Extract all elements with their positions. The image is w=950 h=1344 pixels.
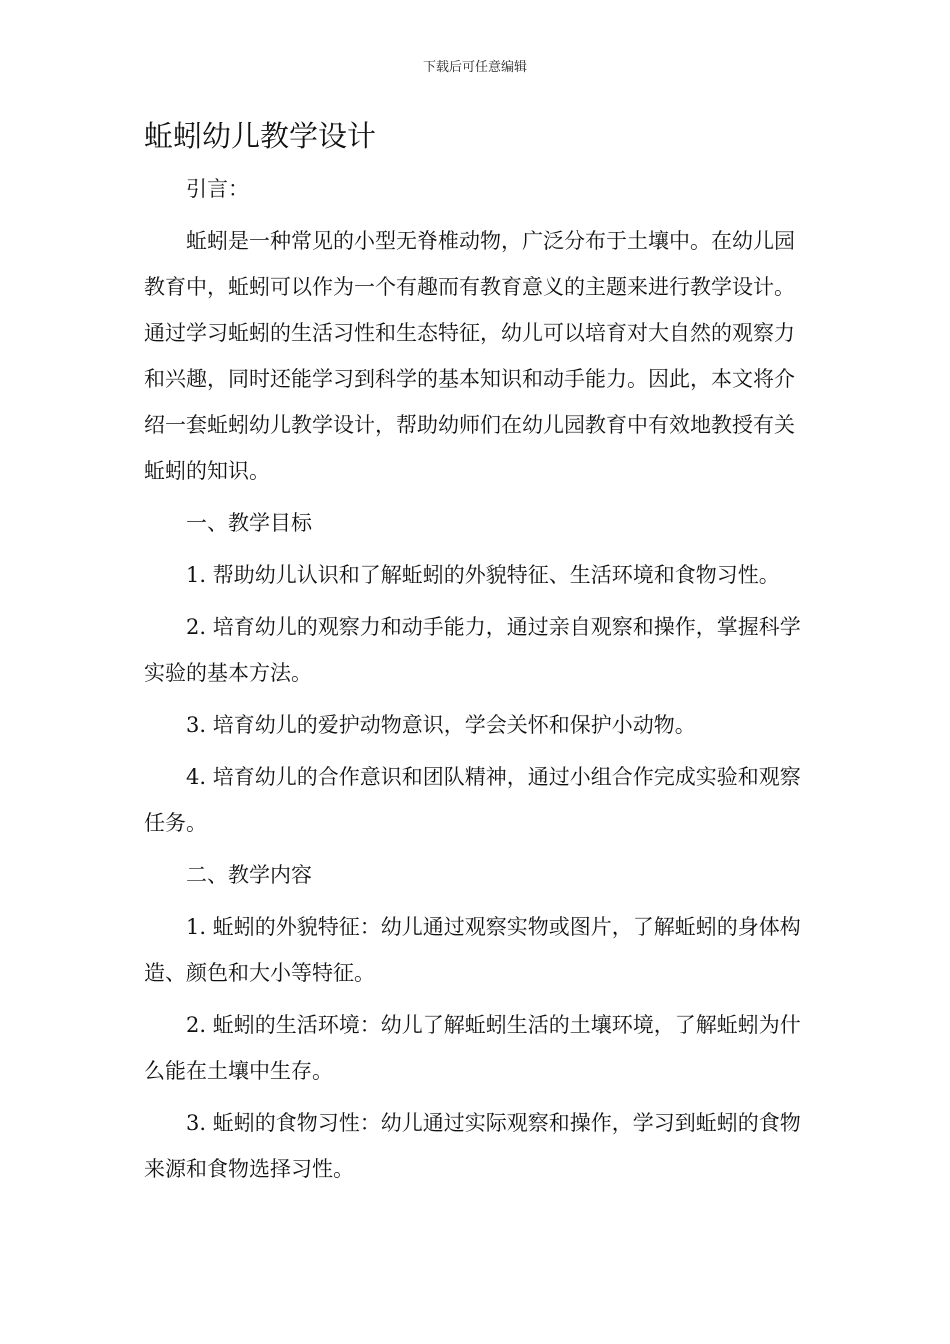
goal-item: 3. 培育幼儿的爱护动物意识，学会关怀和保护小动物。 (186, 713, 696, 737)
content-item: 3. 蚯蚓的食物习性：幼儿通过实际观察和操作，学习到蚯蚓的食物来源和食物选择习性。 (144, 1111, 801, 1181)
content-item: 2. 蚯蚓的生活环境：幼儿了解蚯蚓生活的土壤环境，了解蚯蚓为什么能在土壤中生存。 (144, 1013, 801, 1083)
document-title: 蚯蚓幼儿教学设计 (144, 119, 377, 153)
content-item: 1. 蚯蚓的外貌特征：幼儿通过观察实物或图片，了解蚯蚓的身体构造、颜色和大小等特征。 (144, 915, 801, 985)
section-heading-content: 二、教学内容 (186, 863, 312, 887)
header-note: 下载后可任意编辑 (422, 60, 527, 75)
goal-item: 2. 培育幼儿的观察力和动手能力，通过亲自观察和操作，掌握科学实验的基本方法。 (144, 615, 801, 685)
section-heading-goals: 一、教学目标 (186, 511, 312, 535)
goal-item: 1. 帮助幼儿认识和了解蚯蚓的外貌特征、生活环境和食物习性。 (186, 563, 780, 587)
intro-label: 引言： (186, 177, 249, 201)
document-body (144, 166, 814, 1198)
goal-item: 4. 培育幼儿的合作意识和团队精神，通过小组合作完成实验和观察任务。 (144, 765, 801, 835)
intro-paragraph: 蚯蚓是一种常见的小型无脊椎动物，广泛分布于土壤中。在幼儿园教育中，蚯蚓可以作为一个有趣而有教育意义的主题来进行教学设计。通过学习蚯蚓的生活习性和生态特征，幼儿可以培育对大自然的观察力和兴趣，同时还能学习到科学的基本知识和动手能力。因此，本文将介绍一套蚯蚓幼儿教学设计，帮助幼师们在幼儿园教育中有效地教授有关蚯蚓的知识。 (144, 229, 795, 483)
